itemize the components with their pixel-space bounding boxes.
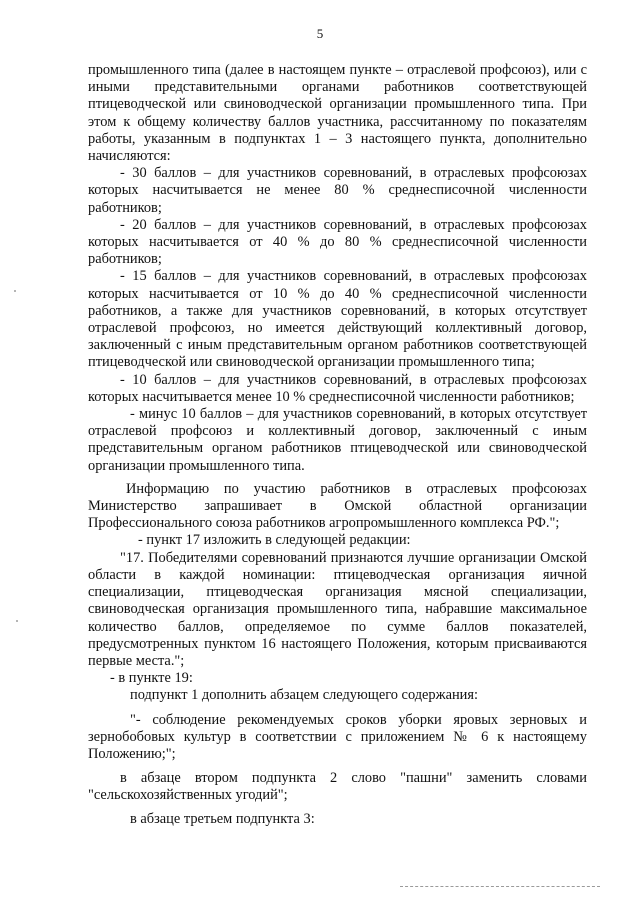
scan-artifact-dot xyxy=(14,290,16,292)
paragraph-10-points: - 10 баллов – для участников соревнований, в отраслевых профсоюзах которых насчитывается менее 10 % среднесписочной численности работников; xyxy=(88,371,587,405)
paragraph-subpoint-3: в абзаце третьем подпункта 3: xyxy=(130,810,315,827)
scan-artifact-dot xyxy=(16,620,18,622)
paragraph-information-request: Информацию по участию работников в отраслевых профсоюзах Министерство запрашивает в Омской областной организации Профессионального союза работников агропромышленного комплекса РФ."; xyxy=(88,480,587,532)
paragraph-point-19: - в пункте 19: xyxy=(110,670,193,687)
paragraph-subpoint-2: в абзаце втором подпункта 2 слово "пашни" заменить словами "сельскохозяйственных угодий"; xyxy=(88,770,587,804)
paragraph-subpoint-1: подпункт 1 дополнить абзацем следующего содержания: xyxy=(130,687,478,704)
paragraph-30-points: - 30 баллов – для участников соревнований, в отраслевых профсоюзах которых насчитывается не менее 80 % среднесписочной численности работников; xyxy=(88,165,587,216)
page-number: 5 xyxy=(316,26,324,41)
paragraph-point-17-text: "17. Победителями соревнований признаются лучшие организации Омской области в каждой номинации: птицеводческая организация яичной специализации, птицеводческая организация мясной специализации, свиноводческая организация промышленного типа, набравшие максимальное количество баллов, определяемое по сумме баллов показателей, предусмотренных пунктом 16 настоящего Положения, которым присваиваются первые места."; xyxy=(88,549,587,669)
paragraph-harvest-deadlines: "- соблюдение рекомендуемых сроков уборки яровых зерновых и зернобобовых культур в соответствии с приложением № 6 к настоящему Положению;"; xyxy=(88,711,587,762)
paragraph-point-17-amend: - пункт 17 изложить в следующей редакции: xyxy=(138,532,411,549)
scan-artifact-line xyxy=(400,886,600,888)
paragraph-15-points: - 15 баллов – для участников соревнований, в отраслевых профсоюзах которых насчитывается от 10 % до 40 % среднесписочной численности работников, а также для участников соревнований, в которых отсутствует отраслевой профсоюз, но имеется действующий коллективный договор, заключенный с иным представительным органом работников соответствующей птицеводческой или свиноводческой организации промышленного типа; xyxy=(88,268,587,371)
paragraph-20-points: - 20 баллов – для участников соревнований, в отраслевых профсоюзах которых насчитывается от 40 % до 80 % среднесписочной численности работников; xyxy=(88,216,587,268)
document-body xyxy=(88,62,587,828)
paragraph-intro: промышленного типа (далее в настоящем пункте – отраслевой профсоюз), или с иными представительными органами работников соответствующей птицеводческой или свиноводческой организации промышленного типа. При этом к общему количеству баллов участника, рассчитанному по показателям работы, указанным в подпунктах 1 – 3 настоящего пункта, дополнительно начисляются: xyxy=(88,62,587,165)
paragraph-minus-10-points: - минус 10 баллов – для участников соревнований, в которых отсутствует отраслевой профсоюз и коллективный договор, заключенный с иным представительным органом работников птицеводческой или свиноводческой организации промышленного типа. xyxy=(88,406,587,474)
